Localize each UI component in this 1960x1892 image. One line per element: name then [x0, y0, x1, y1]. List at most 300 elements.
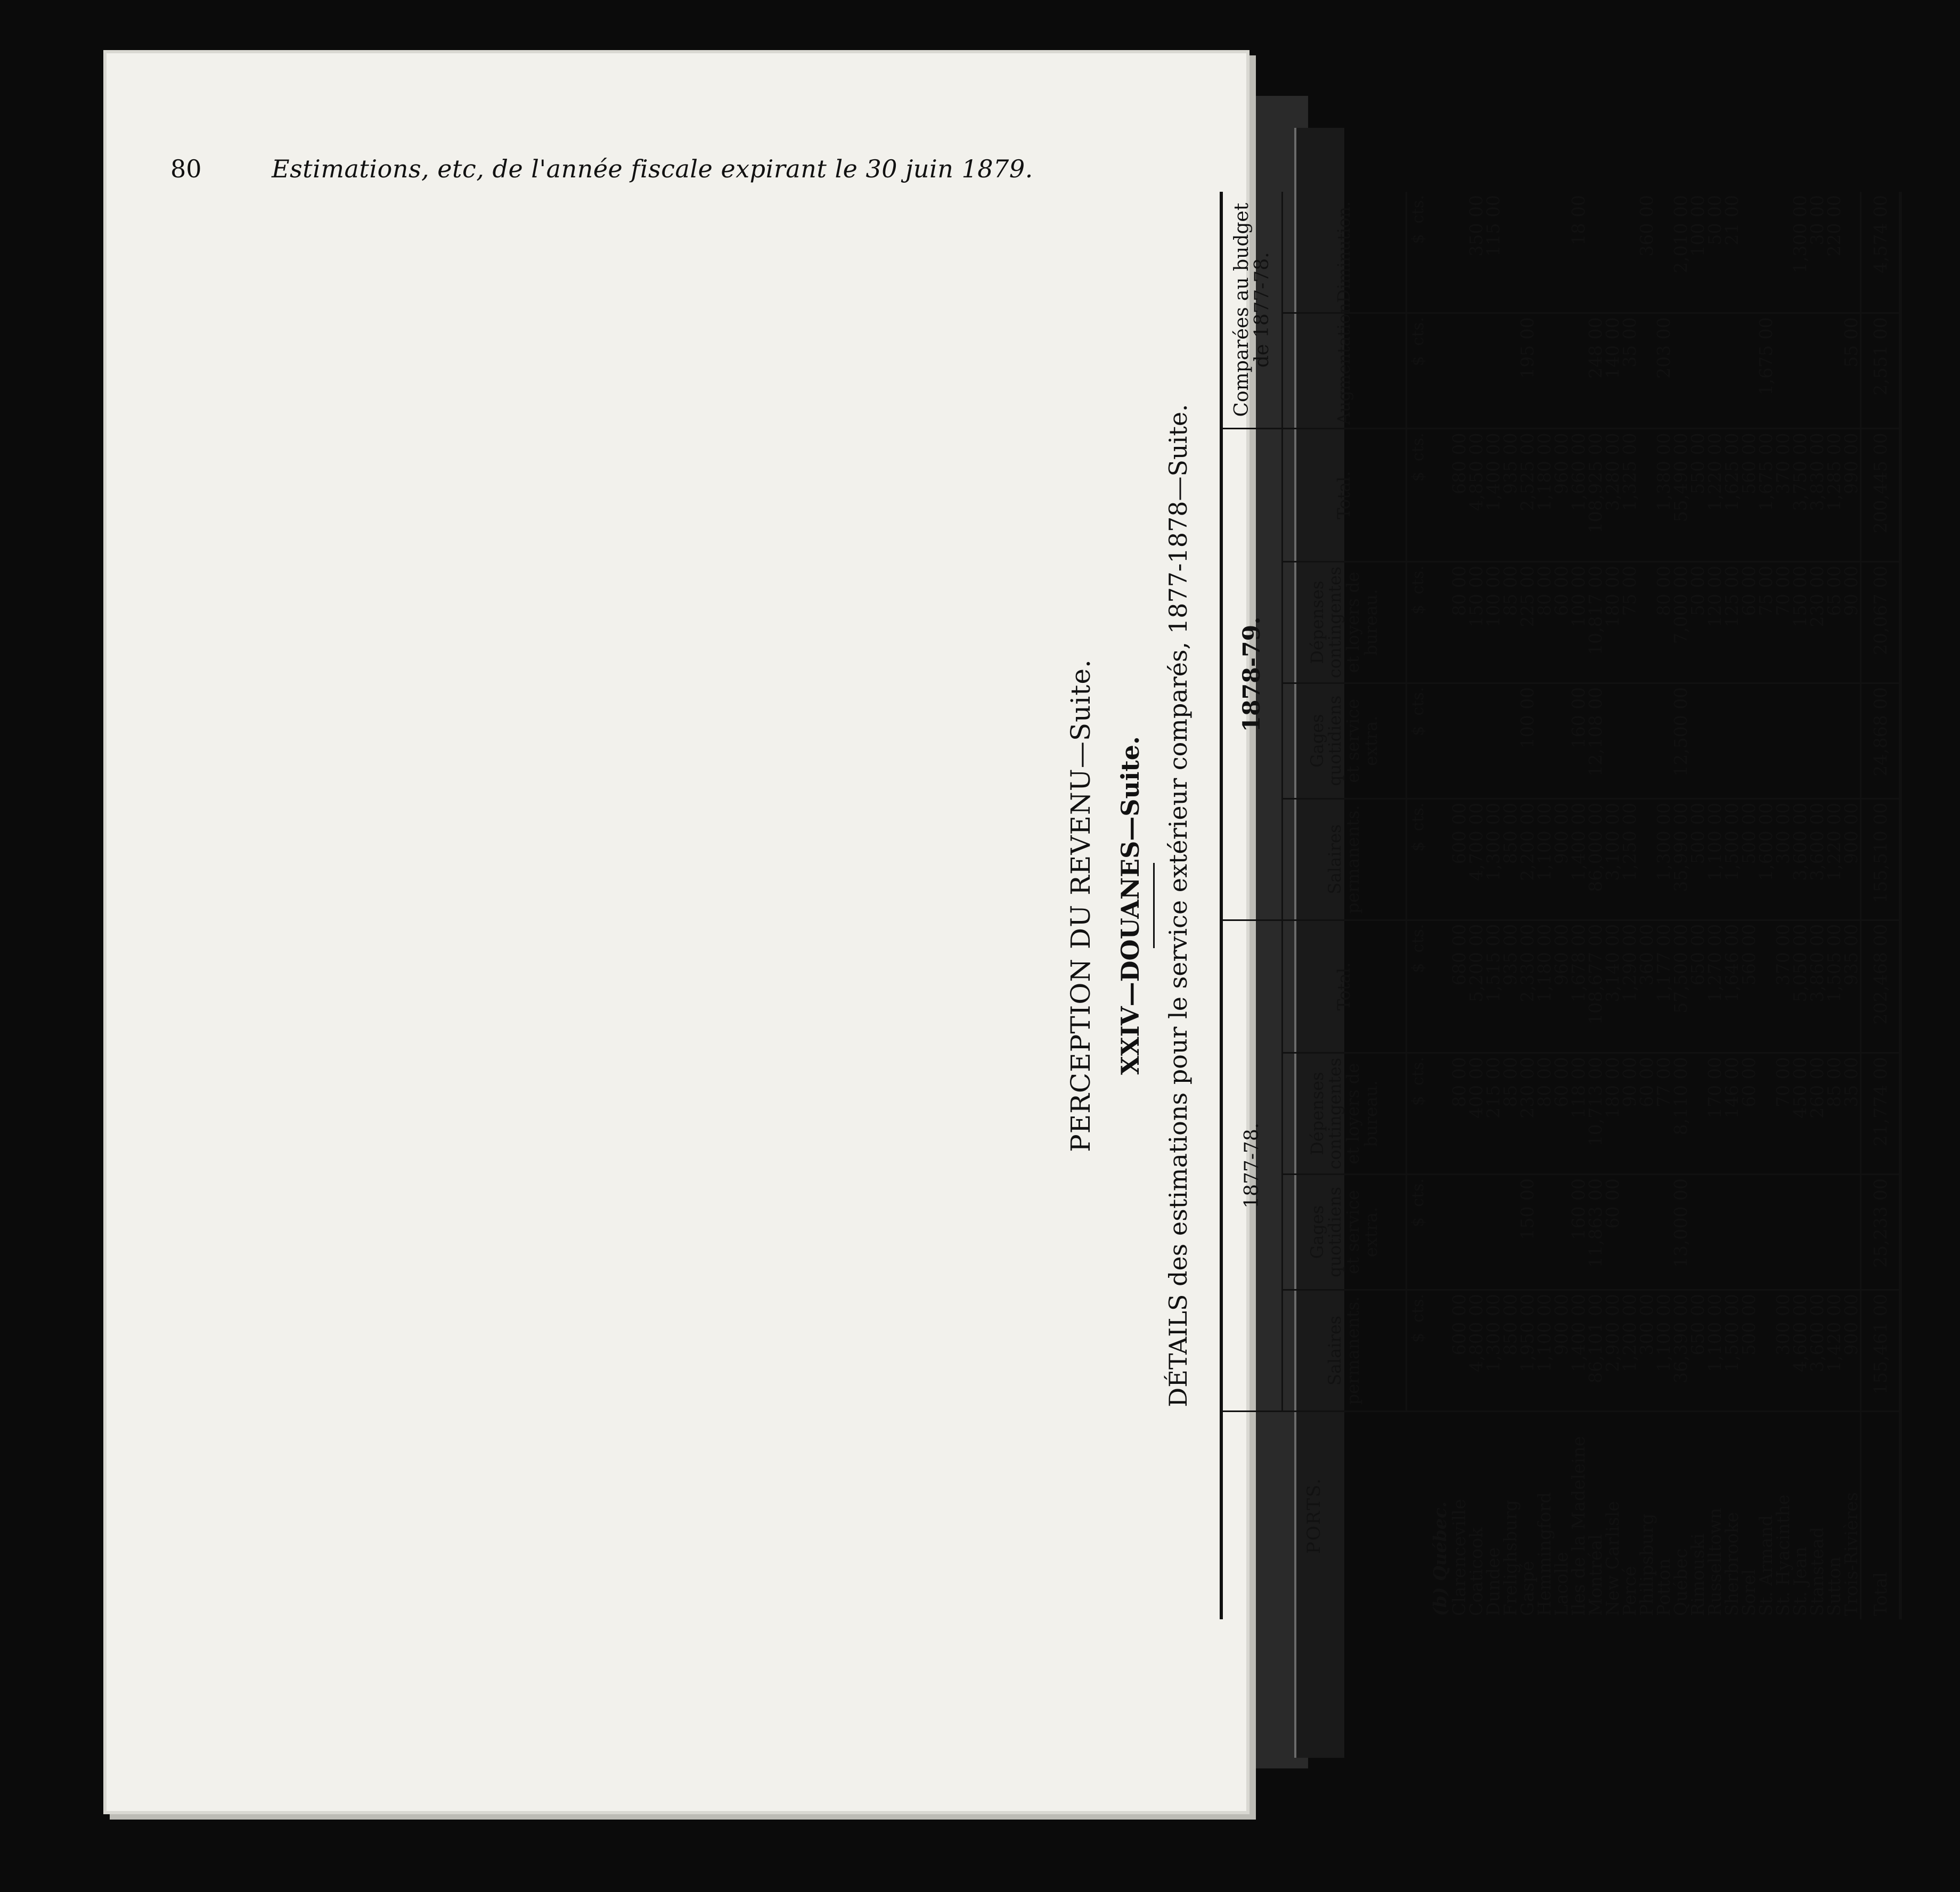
amount-cell: [1604, 683, 1621, 798]
amount-cell: 2,200 00: [1519, 798, 1536, 920]
amount-cell: 1,285 00: [1826, 429, 1843, 562]
amount-cell: 170 00: [1706, 1053, 1724, 1175]
amount-cell: [1689, 1175, 1706, 1290]
amount-cell: 450 00: [1792, 1053, 1809, 1175]
amount-cell: [1638, 1175, 1655, 1290]
amount-cell: 60 00: [1741, 1053, 1758, 1175]
table-row: [1621, 192, 1638, 1619]
amount-cell: 3,280 00: [1604, 429, 1621, 562]
amount-cell: 108,677 00: [1587, 920, 1604, 1053]
amount-cell: 4,600 00: [1792, 1290, 1809, 1412]
estimates-table: [1220, 192, 1902, 1619]
unit-label: $ cts.: [1407, 683, 1429, 798]
amount-cell: 3,750 00: [1792, 429, 1809, 562]
port-name: Potton: [1653, 1558, 1674, 1616]
table-row: [1604, 192, 1621, 1619]
amount-cell: 1,600 00: [1758, 798, 1775, 920]
province-label: (b) Québec.: [1429, 1501, 1450, 1616]
amount-cell: 1,505 00: [1826, 920, 1843, 1053]
unit-label: $ cts.: [1407, 429, 1429, 562]
port-name: Sutton: [1824, 1556, 1844, 1616]
amount-cell: 300 00: [1775, 1290, 1792, 1412]
amount-cell: 8,110 00: [1672, 1053, 1689, 1175]
amount-cell: [1621, 1175, 1638, 1290]
amount-cell: 60 00: [1553, 1053, 1570, 1175]
amount-cell: [1638, 683, 1655, 798]
amount-cell: [1672, 313, 1689, 429]
amount-cell: 86,101 00: [1587, 1290, 1604, 1412]
amount-cell: 85 00: [1502, 561, 1519, 683]
table-row: [1638, 192, 1655, 1619]
amount-cell: 1,220 00: [1706, 429, 1724, 562]
col-header-depenses-1878: Dépenses contingentes et loyers de bureau.: [1283, 561, 1407, 683]
amount-cell: 150 00: [1468, 561, 1485, 683]
amount-cell: 10,817 00: [1587, 561, 1604, 683]
amount-cell: 680 00: [1451, 920, 1468, 1053]
amount-cell: 50 00: [1706, 192, 1724, 313]
amount-cell: 2,010 00: [1672, 192, 1689, 313]
amount-cell: 1,100 00: [1536, 1290, 1553, 1412]
amount-cell: 30 00: [1809, 192, 1826, 313]
amount-cell: 960 00: [1553, 920, 1570, 1053]
heading-perception: PERCEPTION DU REVENU—Suite.: [1065, 659, 1096, 1152]
amount-cell: [1706, 1175, 1724, 1290]
amount-cell: [1519, 192, 1536, 313]
amount-cell: [1809, 1175, 1826, 1290]
amount-cell: [1485, 313, 1502, 429]
amount-cell: 70 00: [1775, 561, 1792, 683]
heading-douanes: XXIV—DOUANES—Suite.: [1116, 736, 1145, 1075]
amount-cell: 2,525 00: [1519, 429, 1536, 562]
table-row: [1553, 192, 1570, 1619]
amount-cell: [1689, 313, 1706, 429]
amount-cell: [1826, 683, 1843, 798]
running-title: Estimations, etc, de l'année fiscale expirant le 30 juin 1879.: [272, 154, 1033, 183]
amount-cell: 850 00: [1502, 798, 1519, 920]
amount-cell: 120 00: [1706, 561, 1724, 683]
amount-cell: [1536, 192, 1553, 313]
amount-cell: 1,678 00: [1570, 920, 1587, 1053]
amount-cell: 935 00: [1502, 920, 1519, 1053]
port-name: Percé: [1619, 1565, 1640, 1616]
amount-cell: [1689, 683, 1706, 798]
amount-cell: 195 00: [1519, 313, 1536, 429]
amount-cell: [1775, 683, 1792, 798]
port-name: St. Armand: [1755, 1515, 1776, 1616]
port-name: Russelltown: [1704, 1507, 1725, 1616]
table-row: [1706, 192, 1724, 1619]
table-row: [1724, 192, 1741, 1619]
amount-cell: 60 00: [1604, 1175, 1621, 1290]
amount-cell: 77 00: [1655, 1053, 1672, 1175]
amount-cell: 1,675 00: [1758, 429, 1775, 562]
port-name: Frelighsburg: [1500, 1500, 1521, 1616]
amount-cell: 80 00: [1536, 1053, 1553, 1175]
amount-cell: 160 00: [1570, 1175, 1587, 1290]
amount-cell: 990 00: [1843, 429, 1861, 562]
amount-cell: [1843, 192, 1861, 313]
unit-label: $ cts.: [1407, 1290, 1429, 1412]
table-row: [1451, 192, 1468, 1619]
amount-cell: 1,625 00: [1724, 429, 1741, 562]
port-name: Trois-Rivières: [1841, 1492, 1861, 1616]
amount-cell: [1706, 313, 1724, 429]
amount-cell: [1468, 683, 1485, 798]
total-cell: 155,510 00: [1861, 798, 1901, 920]
amount-cell: 260 00: [1809, 1053, 1826, 1175]
amount-cell: 50 00: [1689, 561, 1706, 683]
amount-cell: 220 00: [1826, 192, 1843, 313]
col-header-gages-1878: Gages quotidiens et service extra.: [1283, 683, 1407, 798]
amount-cell: 150 00: [1792, 561, 1809, 683]
amount-cell: 650 00: [1689, 920, 1706, 1053]
amount-cell: [1604, 192, 1621, 313]
port-name: Philipsburg: [1636, 1513, 1657, 1616]
amount-cell: 1,380 00: [1655, 429, 1672, 562]
unit-label: $ cts.: [1407, 192, 1429, 313]
amount-cell: 90 00: [1843, 561, 1861, 683]
amount-cell: 86,000 00: [1587, 798, 1604, 920]
amount-cell: 12,500 00: [1672, 683, 1689, 798]
unit-label: $ cts.: [1407, 561, 1429, 683]
total-cell: 25,233 00: [1861, 1175, 1901, 1290]
total-cell: 202,468 00: [1861, 920, 1901, 1053]
amount-cell: 1,300 00: [1485, 1290, 1502, 1412]
amount-cell: [1792, 683, 1809, 798]
total-label: Total: [1861, 1411, 1901, 1619]
table-row: [1758, 192, 1775, 1619]
amount-cell: 125 00: [1724, 561, 1741, 683]
unit-label: $ cts.: [1407, 920, 1429, 1053]
amount-cell: [1809, 683, 1826, 798]
amount-cell: 146 00: [1724, 1053, 1741, 1175]
amount-cell: 35 00: [1843, 1053, 1861, 1175]
amount-cell: 360 00: [1638, 920, 1655, 1053]
table-row: [1775, 192, 1792, 1619]
amount-cell: 203 00: [1655, 313, 1672, 429]
table-row: [1689, 192, 1706, 1619]
amount-cell: 180 00: [1604, 1053, 1621, 1175]
table-row: [1587, 192, 1604, 1619]
port-name: Dundee: [1483, 1547, 1504, 1616]
amount-cell: 900 00: [1553, 798, 1570, 920]
total-cell: 200,445 00: [1861, 429, 1901, 562]
amount-cell: 1,660 00: [1570, 429, 1587, 562]
table-row: [1792, 192, 1809, 1619]
amount-cell: 60 00: [1638, 1053, 1655, 1175]
col-header-salaires-1877: Salaires permanents.: [1283, 1290, 1407, 1412]
table-row: [1468, 192, 1485, 1619]
port-name: Iles de la Madeleine: [1568, 1436, 1589, 1616]
total-cell: 21,774 00: [1861, 1053, 1901, 1175]
amount-cell: 100 00: [1689, 192, 1706, 313]
amount-cell: [1724, 313, 1741, 429]
amount-cell: 140 00: [1604, 313, 1621, 429]
amount-cell: 960 00: [1553, 429, 1570, 562]
amount-cell: [1536, 683, 1553, 798]
amount-cell: 350 00: [1468, 192, 1485, 313]
amount-cell: 2,900 00: [1604, 1290, 1621, 1412]
page-number: 80: [170, 154, 202, 183]
amount-cell: 300 00: [1775, 798, 1792, 920]
amount-cell: [1536, 313, 1553, 429]
amount-cell: 560 00: [1741, 920, 1758, 1053]
amount-cell: [1809, 313, 1826, 429]
port-name: New Carlisle: [1602, 1501, 1623, 1616]
amount-cell: 4,700 00: [1468, 798, 1485, 920]
amount-cell: 160 00: [1570, 683, 1587, 798]
amount-cell: 1,500 00: [1724, 798, 1741, 920]
amount-cell: [1621, 683, 1638, 798]
amount-cell: 5,050 00: [1792, 920, 1809, 1053]
amount-cell: 10,713 00: [1587, 1053, 1604, 1175]
amount-cell: [1485, 1175, 1502, 1290]
amount-cell: [1775, 1175, 1792, 1290]
amount-cell: 36,390 00: [1672, 1290, 1689, 1412]
amount-cell: 560 00: [1741, 429, 1758, 562]
amount-cell: [1758, 683, 1775, 798]
amount-cell: 150 00: [1519, 1175, 1536, 1290]
amount-cell: [1536, 1175, 1553, 1290]
amount-cell: 100 00: [1485, 561, 1502, 683]
units-row: [1407, 192, 1429, 1619]
amount-cell: [1468, 1175, 1485, 1290]
amount-cell: 1,325 00: [1621, 429, 1638, 562]
amount-cell: 1,515 00: [1485, 920, 1502, 1053]
rotated-table-block: [1044, 192, 1960, 1619]
amount-cell: 1,290 00: [1621, 920, 1638, 1053]
amount-cell: 850 00: [1502, 1290, 1519, 1412]
port-name: Gaspé: [1517, 1561, 1538, 1616]
amount-cell: 57,500 00: [1672, 920, 1689, 1053]
amount-cell: [1775, 313, 1792, 429]
amount-cell: 1,100 00: [1655, 1290, 1672, 1412]
table-body: [1451, 192, 1861, 1619]
amount-cell: 90 00: [1621, 1053, 1638, 1175]
amount-cell: 55,490 00: [1672, 429, 1689, 562]
amount-cell: [1451, 1175, 1468, 1290]
amount-cell: 115 00: [1485, 192, 1502, 313]
amount-cell: [1451, 313, 1468, 429]
group-header-1877-78: 1877-78.: [1221, 920, 1283, 1411]
amount-cell: 80 00: [1536, 561, 1553, 683]
amount-cell: 80 00: [1451, 1053, 1468, 1175]
amount-cell: 1,400 00: [1485, 429, 1502, 562]
table-row: [1519, 192, 1536, 1619]
amount-cell: 80 00: [1655, 561, 1672, 683]
amount-cell: 1,420 00: [1826, 1290, 1843, 1412]
amount-cell: 1,300 00: [1485, 798, 1502, 920]
port-name: Clarenceville: [1449, 1499, 1469, 1616]
amount-cell: 11,863 00: [1587, 1175, 1604, 1290]
amount-cell: 248 00: [1587, 313, 1604, 429]
amount-cell: 12,108 00: [1587, 683, 1604, 798]
heading-rule: [1153, 863, 1155, 948]
amount-cell: 1,177 00: [1655, 920, 1672, 1053]
amount-cell: 400 00: [1468, 1053, 1485, 1175]
amount-cell: 60 00: [1553, 561, 1570, 683]
heading-details: DÉTAILS des estimations pour le service extérieur comparés, 1877-1878—Suite.: [1164, 404, 1193, 1407]
amount-cell: 3,600 00: [1792, 798, 1809, 920]
group-header-1878-79: 1878-79.: [1221, 429, 1283, 920]
amount-cell: 118 00: [1570, 1053, 1587, 1175]
amount-cell: 3,100 00: [1604, 798, 1621, 920]
amount-cell: 900 00: [1553, 1290, 1570, 1412]
table-row: [1843, 192, 1861, 1619]
col-header-salaires-1878: Salaires permanents.: [1283, 798, 1407, 920]
province-row: [1428, 192, 1451, 1619]
amount-cell: 360 00: [1638, 192, 1655, 313]
amount-cell: 80 00: [1451, 561, 1468, 683]
amount-cell: [1792, 1175, 1809, 1290]
total-cell: 24,868 00: [1861, 683, 1901, 798]
amount-cell: 3,830 00: [1809, 429, 1826, 562]
amount-cell: 3,860 00: [1809, 920, 1826, 1053]
group-header-compare: Comparées au budget de 1877-78.: [1221, 192, 1283, 429]
amount-cell: [1553, 313, 1570, 429]
amount-cell: 70 00: [1775, 1053, 1792, 1175]
amount-cell: 1,675 00: [1758, 313, 1775, 429]
amount-cell: [1587, 192, 1604, 313]
amount-cell: 1,100 00: [1536, 798, 1553, 920]
amount-cell: 108,925 00: [1587, 429, 1604, 562]
col-header-ports: PORTS.: [1221, 1411, 1407, 1619]
amount-cell: 1,100 00: [1706, 1290, 1724, 1412]
amount-cell: 1,950 00: [1519, 1290, 1536, 1412]
amount-cell: [1792, 313, 1809, 429]
total-cell: 155,461 00: [1861, 1290, 1901, 1412]
port-name: Hemmingford: [1534, 1492, 1555, 1616]
amount-cell: 21 00: [1724, 192, 1741, 313]
amount-cell: 1,300 00: [1655, 798, 1672, 920]
amount-cell: 900 00: [1843, 1290, 1861, 1412]
amount-cell: 100 00: [1519, 683, 1536, 798]
amount-cell: 75 00: [1758, 561, 1775, 683]
amount-cell: 3,600 00: [1809, 798, 1826, 920]
amount-cell: 85 00: [1502, 1053, 1519, 1175]
amount-cell: 60 00: [1741, 561, 1758, 683]
amount-cell: 1,270 00: [1706, 920, 1724, 1053]
amount-cell: 600 00: [1451, 798, 1468, 920]
amount-cell: [1741, 683, 1758, 798]
amount-cell: [1826, 1175, 1843, 1290]
amount-cell: 370 00: [1775, 429, 1792, 562]
port-name: Rimouski: [1687, 1533, 1708, 1616]
amount-cell: 900 00: [1843, 798, 1861, 920]
amount-cell: 600 00: [1451, 1290, 1468, 1412]
amount-cell: 500 00: [1689, 798, 1706, 920]
port-name: Québec: [1670, 1548, 1691, 1616]
amount-cell: 4,850 00: [1468, 429, 1485, 562]
amount-cell: [1724, 1175, 1741, 1290]
col-header-gages-1877: Gages quotidiens et service extra.: [1283, 1175, 1407, 1290]
amount-cell: 1,250 00: [1621, 798, 1638, 920]
port-name: Sorel: [1738, 1569, 1759, 1616]
amount-cell: 85 00: [1826, 1053, 1843, 1175]
amount-cell: [1502, 192, 1519, 313]
amount-cell: 500 00: [1741, 798, 1758, 920]
amount-cell: 1,100 00: [1706, 798, 1724, 920]
port-name: St. Jean: [1790, 1546, 1810, 1616]
amount-cell: 650 00: [1689, 1290, 1706, 1412]
port-name: Montréal: [1585, 1534, 1606, 1616]
amount-cell: 35,990 00: [1672, 798, 1689, 920]
amount-cell: 35 00: [1621, 313, 1638, 429]
amount-cell: 1,200 00: [1621, 1290, 1638, 1412]
amount-cell: [1843, 1175, 1861, 1290]
total-cell: 4,574 00: [1861, 192, 1901, 313]
amount-cell: 225 00: [1519, 561, 1536, 683]
port-name: St. Hyacinthe: [1773, 1494, 1793, 1616]
col-header-total-1877: Total.: [1283, 920, 1407, 1053]
amount-cell: 1,646 00: [1724, 920, 1741, 1053]
page-header: [170, 154, 1118, 208]
total-cell: 2,551 00: [1861, 313, 1901, 429]
table-row: [1655, 192, 1672, 1619]
amount-cell: 230 00: [1809, 561, 1826, 683]
table-row: [1502, 192, 1519, 1619]
table-row: [1536, 192, 1553, 1619]
amount-cell: 300 00: [1638, 1290, 1655, 1412]
amount-cell: 230 00: [1519, 1053, 1536, 1175]
port-name: Stanstead: [1807, 1527, 1827, 1616]
port-name: Sherbrooke: [1721, 1512, 1742, 1616]
table-row: [1809, 192, 1826, 1619]
amount-cell: [1741, 192, 1758, 313]
table-row: [1485, 192, 1502, 1619]
table-row: [1826, 192, 1843, 1619]
amount-cell: 370 00: [1775, 920, 1792, 1053]
amount-cell: 550 00: [1689, 429, 1706, 562]
port-name: Lacolle: [1551, 1552, 1572, 1616]
amount-cell: [1451, 683, 1468, 798]
col-header-diminution: Diminution.: [1283, 192, 1407, 313]
amount-cell: 65 00: [1826, 561, 1843, 683]
amount-cell: 13,000 00: [1672, 1175, 1689, 1290]
amount-cell: [1843, 683, 1861, 798]
amount-cell: 500 00: [1741, 1290, 1758, 1412]
amount-cell: 18 00: [1570, 192, 1587, 313]
amount-cell: 1,300 00: [1792, 192, 1809, 313]
amount-cell: 3,140 00: [1604, 920, 1621, 1053]
col-header-augmentation: Augmentation.: [1283, 313, 1407, 429]
amount-cell: 2,330 00: [1519, 920, 1536, 1053]
col-header-depenses-1877: Dépenses contingentes et loyers de bureau.: [1283, 1053, 1407, 1175]
amount-cell: 1,180 00: [1536, 429, 1553, 562]
amount-cell: [1758, 1175, 1775, 1290]
unit-label: $ cts.: [1407, 313, 1429, 429]
amount-cell: [1706, 683, 1724, 798]
unit-label: $ cts.: [1407, 1175, 1429, 1290]
amount-cell: 1,220 00: [1826, 798, 1843, 920]
amount-cell: 3,600 00: [1809, 1290, 1826, 1412]
amount-cell: [1741, 1175, 1758, 1290]
amount-cell: 7,000 00: [1672, 561, 1689, 683]
unit-label: $ cts.: [1407, 798, 1429, 920]
total-row: [1861, 192, 1901, 1619]
total-cell: 20,067 00: [1861, 561, 1901, 683]
amount-cell: [1758, 192, 1775, 313]
amount-cell: 215 00: [1485, 1053, 1502, 1175]
amount-cell: [1485, 683, 1502, 798]
amount-cell: [1724, 683, 1741, 798]
amount-cell: 935 00: [1843, 920, 1861, 1053]
amount-cell: 180 00: [1604, 561, 1621, 683]
amount-cell: 100 00: [1570, 561, 1587, 683]
amount-cell: 75 00: [1621, 561, 1638, 683]
amount-cell: 1,400 00: [1570, 798, 1587, 920]
unit-label: $ cts.: [1407, 1053, 1429, 1175]
